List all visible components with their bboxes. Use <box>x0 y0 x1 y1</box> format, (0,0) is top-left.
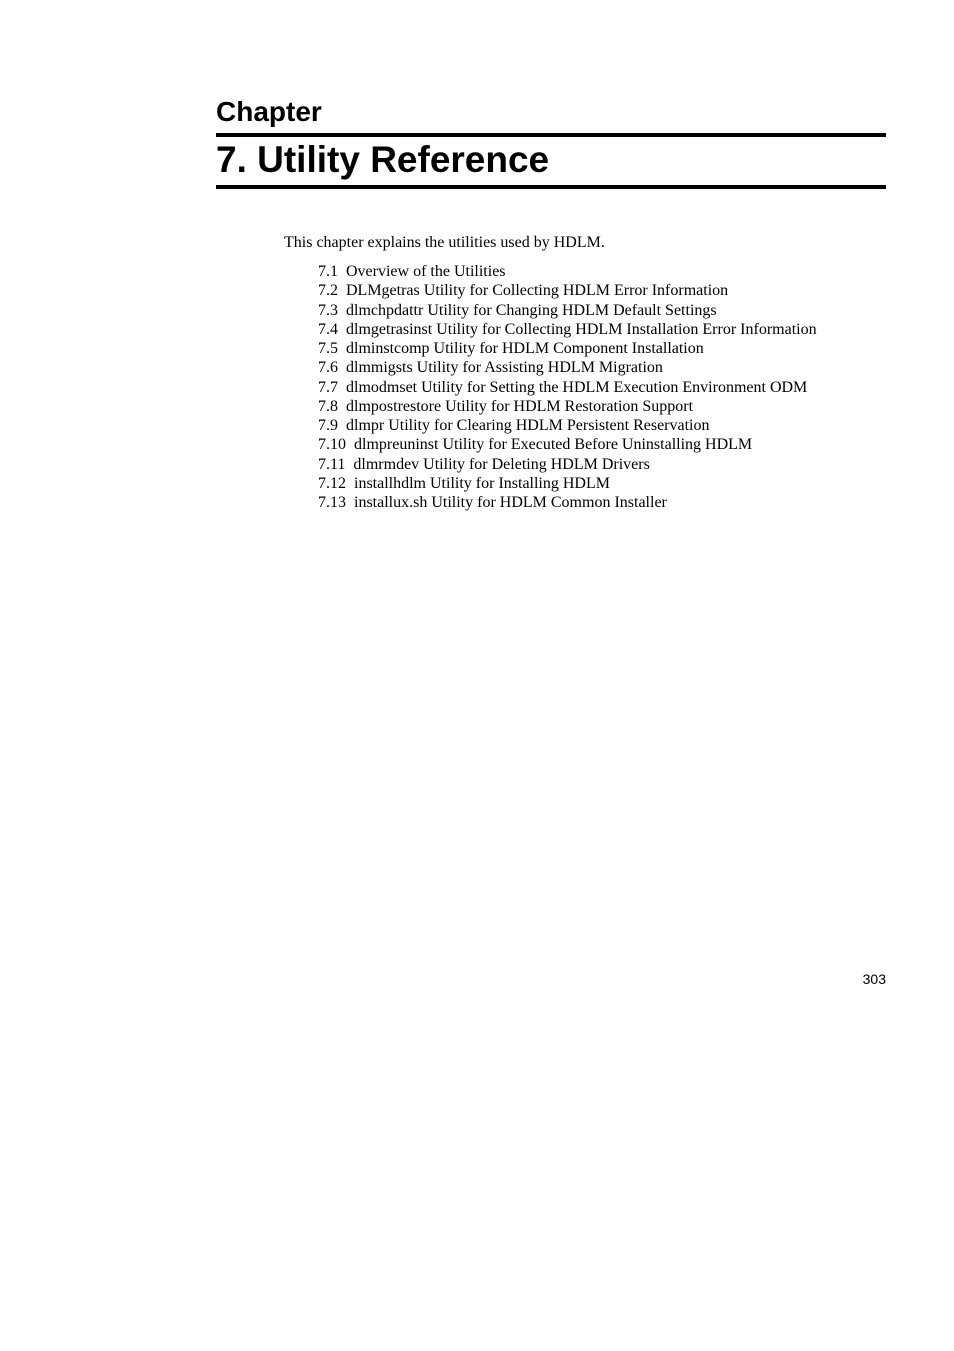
toc-item-title: dlmrmdev Utility for Deleting HDLM Drivers <box>353 455 650 473</box>
chapter-rule-top <box>216 133 886 137</box>
toc-item-title: dlmpr Utility for Clearing HDLM Persistent Reservation <box>346 417 710 434</box>
chapter-rule-bottom <box>216 185 886 189</box>
toc-item[interactable] <box>318 474 817 493</box>
toc-item[interactable] <box>318 339 817 358</box>
chapter-intro: This chapter explains the utilities used by HDLM. <box>284 234 605 251</box>
toc-item-number: 7.9 <box>318 417 338 434</box>
toc-item-number: 7.5 <box>318 340 338 357</box>
table-of-contents <box>318 262 817 512</box>
chapter-title: 7. Utility Reference <box>216 139 550 180</box>
toc-item-number: 7.7 <box>318 378 338 396</box>
toc-item-title: dlmchpdattr Utility for Changing HDLM Default Settings <box>346 301 717 319</box>
toc-item-title: dlmgetrasinst Utility for Collecting HDLM Installation Error Information <box>346 320 817 338</box>
toc-item[interactable] <box>318 358 817 377</box>
toc-item-title: dlmodmset Utility for Setting the HDLM Execution Environment ODM <box>346 378 808 396</box>
toc-item[interactable] <box>318 281 817 300</box>
toc-item-number: 7.4 <box>318 320 338 338</box>
toc-item[interactable] <box>318 397 817 416</box>
chapter-label: Chapter <box>216 96 322 127</box>
toc-item-title: DLMgetras Utility for Collecting HDLM Error Information <box>346 282 729 300</box>
toc-item-number: 7.10 <box>318 436 346 454</box>
toc-item-number: 7.13 <box>318 494 346 511</box>
toc-item-title: dlmpostrestore Utility for HDLM Restoration Support <box>346 397 694 415</box>
page-number: 303 <box>862 971 886 987</box>
toc-item[interactable] <box>318 301 817 320</box>
toc-item[interactable] <box>318 435 817 454</box>
toc-item-title: installux.sh Utility for HDLM Common Installer <box>354 494 667 511</box>
toc-item[interactable] <box>318 455 817 474</box>
toc-item-number: 7.2 <box>318 282 338 300</box>
toc-item[interactable] <box>318 320 817 339</box>
toc-item-number: 7.6 <box>318 359 338 377</box>
toc-item[interactable] <box>318 378 817 397</box>
toc-item[interactable] <box>318 262 817 281</box>
toc-item-number: 7.1 <box>318 263 338 280</box>
toc-item-title: Overview of the Utilities <box>346 263 506 280</box>
toc-item-number: 7.12 <box>318 474 346 492</box>
toc-item-number: 7.3 <box>318 301 338 319</box>
toc-item-title: dlmmigsts Utility for Assisting HDLM Migration <box>346 359 663 377</box>
toc-item-number: 7.8 <box>318 397 338 415</box>
toc-item-title: installhdlm Utility for Installing HDLM <box>354 474 610 492</box>
toc-item[interactable] <box>318 493 817 512</box>
toc-item-title: dlmpreuninst Utility for Executed Before Uninstalling HDLM <box>354 436 753 454</box>
toc-item[interactable] <box>318 416 817 435</box>
toc-item-title: dlminstcomp Utility for HDLM Component Installation <box>346 340 704 357</box>
toc-item-number: 7.11 <box>318 455 346 473</box>
